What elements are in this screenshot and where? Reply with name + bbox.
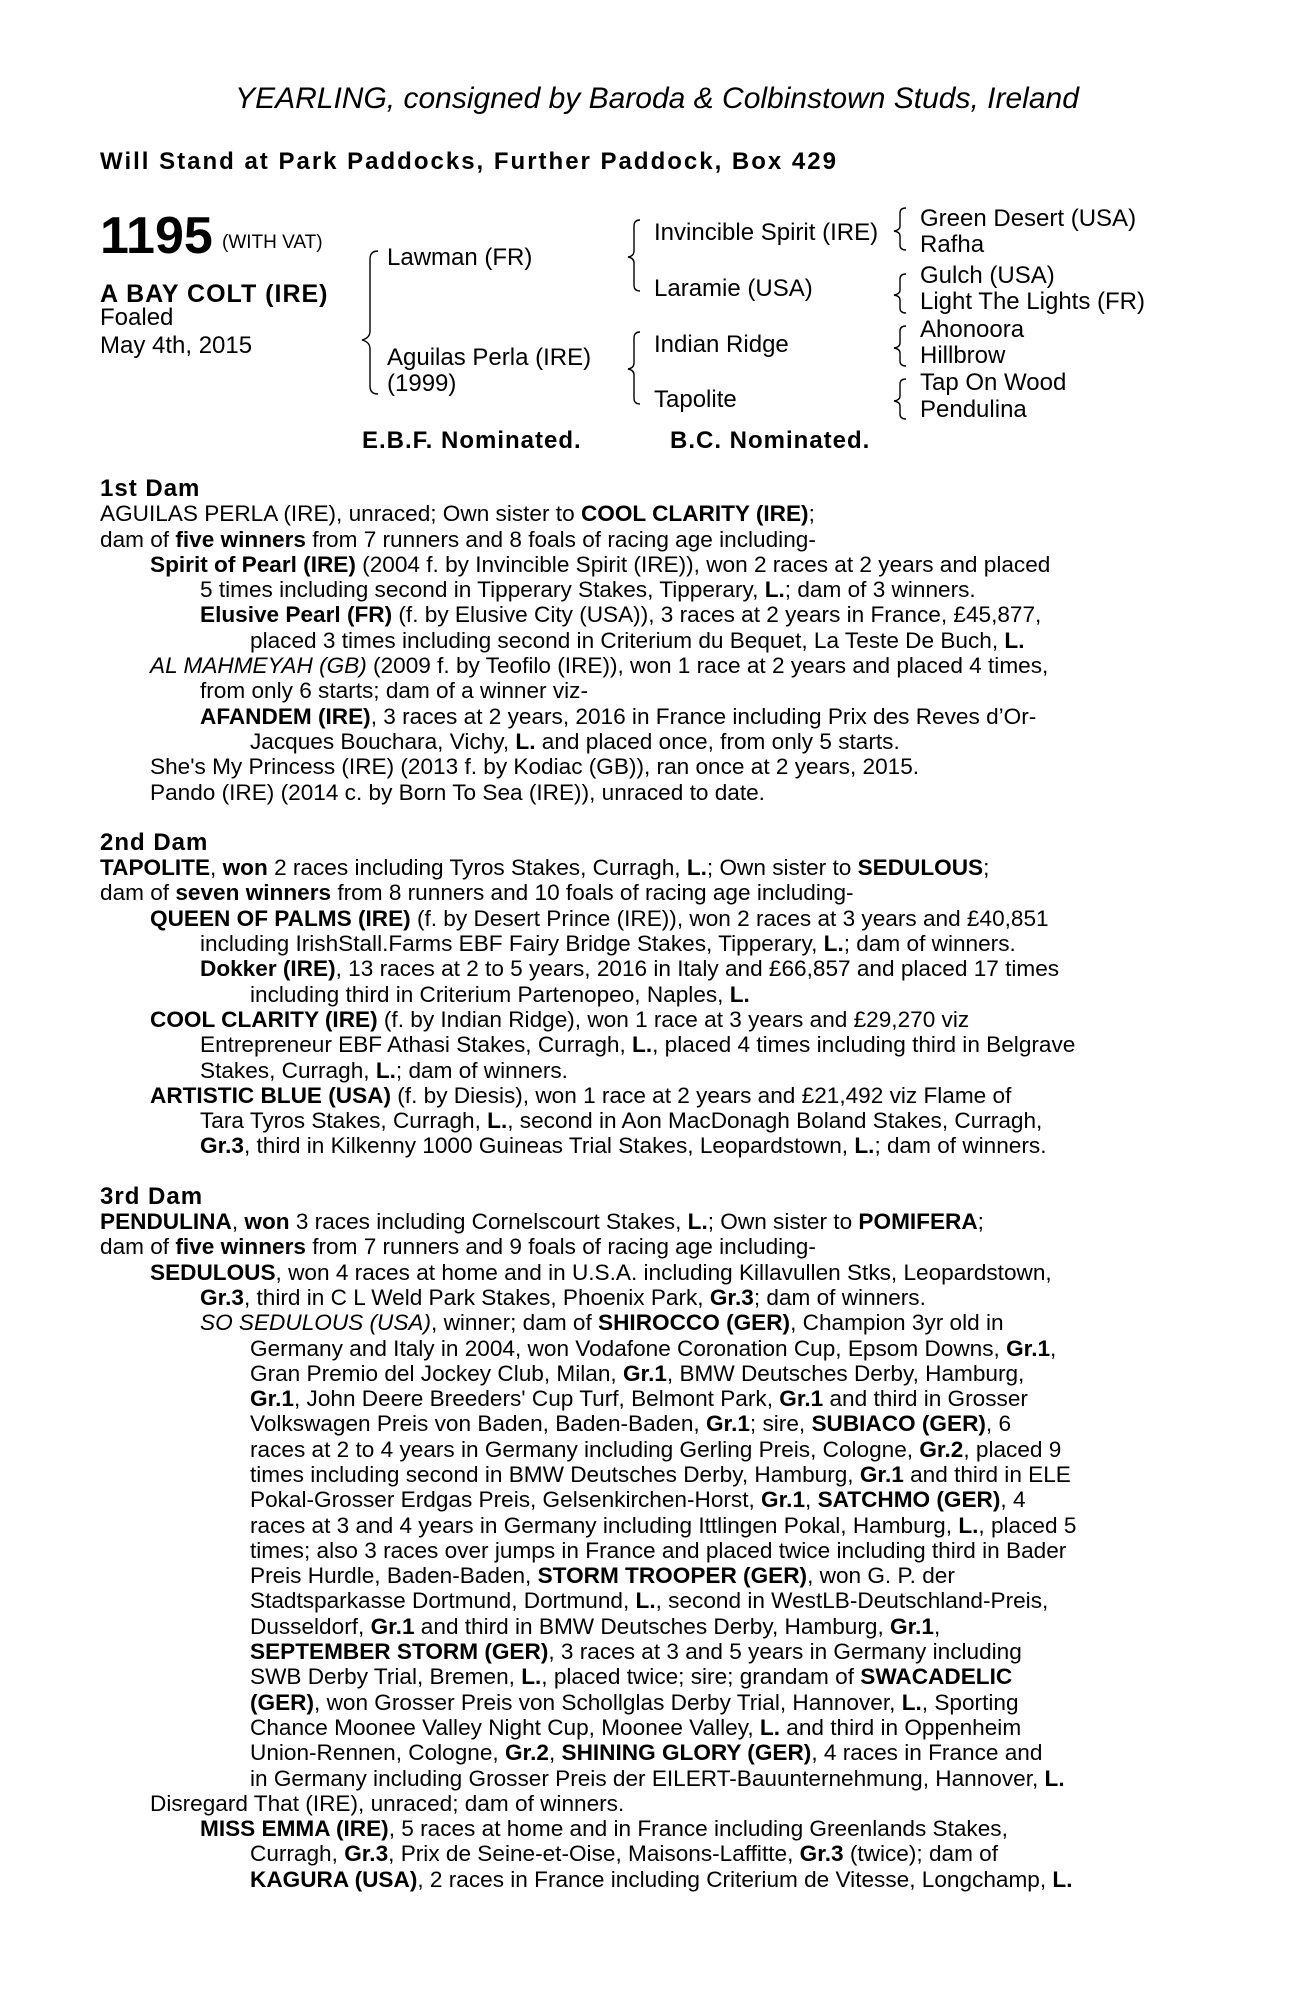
ebf-nomination: E.B.F. Nominated. xyxy=(362,427,582,454)
gg-3: Gulch (USA) xyxy=(920,262,1055,289)
third-dam-line: MISS EMMA (IRE), 5 races at home and in France including Greenlands Stakes, xyxy=(200,1816,1008,1842)
second-dam-line: Stakes, Curragh, L.; dam of winners. xyxy=(200,1057,568,1083)
dam-name: Aguilas Perla (IRE) xyxy=(387,344,592,371)
second-dam-line: QUEEN OF PALMS (IRE) (f. by Desert Prince (IRE)), won 2 races at 3 years and £40,851 xyxy=(150,905,1049,931)
third-dam-line: Disregard That (IRE), unraced; dam of winners. xyxy=(150,1790,625,1816)
first-dam-line: placed 3 times including second in Criterium du Bequet, La Teste De Buch, L. xyxy=(250,627,1025,653)
first-dam-line: Elusive Pearl (FR) (f. by Elusive City (USA)), 3 races at 2 years in France, £45,877, xyxy=(200,602,1042,628)
third-dam-line: Union-Rennen, Cologne, Gr.2, SHINING GLORY (GER), 4 races in France and xyxy=(250,1740,1043,1766)
third-dam-line: SWB Derby Trial, Bremen, L., placed twice; sire; grandam of SWACADELIC xyxy=(250,1664,1013,1690)
third-dam-line: Chance Moonee Valley Night Cup, Moonee Valley, L. and third in Oppenheim xyxy=(250,1714,1022,1740)
third-dam-line: times; also 3 races over jumps in France and placed twice including third in Bader xyxy=(250,1537,1067,1563)
third-dam-line: dam of five winners from 7 runners and 9 foals of racing age including- xyxy=(100,1234,816,1260)
third-dam-line: Dusseldorf, Gr.1 and third in BMW Deutsches Derby, Hamburg, Gr.1, xyxy=(250,1613,941,1639)
gg-4: Light The Lights (FR) xyxy=(920,288,1145,315)
third-dam-line: SEPTEMBER STORM (GER), 3 races at 3 and 5 years in Germany including xyxy=(250,1639,1022,1665)
second-dam-line: Tara Tyros Stakes, Curragh, L., second in Aon MacDonagh Boland Stakes, Curragh, xyxy=(200,1108,1043,1134)
third-dam-line: in Germany including Grosser Preis der EILERT-Bauunternehmung, Hannover, L. xyxy=(250,1765,1065,1791)
third-dam-heading: 3rd Dam xyxy=(100,1182,204,1210)
foaled-date: May 4th, 2015 xyxy=(100,332,253,359)
vat-note: (WITH VAT) xyxy=(222,232,323,253)
third-dam-line: Preis Hurdle, Baden-Baden, STORM TROOPER (GER), won G. P. der xyxy=(250,1563,955,1589)
second-dam-line: TAPOLITE, won 2 races including Tyros Stakes, Curragh, L.; Own sister to SEDULOUS; xyxy=(100,855,990,881)
first-dam-line: She's My Princess (IRE) (2013 f. by Kodiac (GB)), ran once at 2 years, 2015. xyxy=(150,754,920,780)
catalogue-body xyxy=(100,476,1195,1892)
gg-6: Hillbrow xyxy=(920,342,1006,369)
sire-sire: Invincible Spirit (IRE) xyxy=(654,219,879,246)
second-dam-line: ARTISTIC BLUE (USA) (f. by Diesis), won 1 race at 2 years and £21,492 viz Flame of xyxy=(150,1082,1012,1108)
third-dam-line: Pokal-Grosser Erdgas Preis, Gelsenkirchen-Horst, Gr.1, SATCHMO (GER), 4 xyxy=(250,1487,1026,1513)
first-dam-line: Jacques Bouchara, Vichy, L. and placed once, from only 5 starts. xyxy=(250,728,900,754)
sire-dam: Laramie (USA) xyxy=(654,275,813,302)
third-dam-line: PENDULINA, won 3 races including Cornelscourt Stakes, L.; Own sister to POMIFERA; xyxy=(100,1209,984,1235)
third-dam-line: Stadtsparkasse Dortmund, Dortmund, L., second in WestLB-Deutschland-Preis, xyxy=(250,1588,1049,1614)
third-dam-line: SEDULOUS, won 4 races at home and in U.S.A. including Killavullen Stks, Leopardstown, xyxy=(150,1259,1052,1285)
first-dam-line: AGUILAS PERLA (IRE), unraced; Own sister to COOL CLARITY (IRE); xyxy=(100,501,815,527)
first-dam-line: AFANDEM (IRE), 3 races at 2 years, 2016 in France including Prix des Reves d’Or- xyxy=(200,703,1037,729)
gg-8: Pendulina xyxy=(920,396,1027,423)
foaled-label: Foaled xyxy=(100,304,174,331)
first-dam-line: dam of five winners from 7 runners and 8 foals of racing age including- xyxy=(100,526,816,552)
third-dam-line: Curragh, Gr.3, Prix de Seine-et-Oise, Maisons-Laffitte, Gr.3 (twice); dam of xyxy=(250,1841,999,1867)
bc-nomination: B.C. Nominated. xyxy=(670,427,871,454)
stand-location: Will Stand at Park Paddocks, Further Paddock, Box 429 xyxy=(100,148,838,175)
third-dam-line: Gr.1, John Deere Breeders' Cup Turf, Belmont Park, Gr.1 and third in Grosser xyxy=(250,1386,1028,1412)
first-dam-heading: 1st Dam xyxy=(100,475,201,502)
second-dam-line: Gr.3, third in Kilkenny 1000 Guineas Trial Stakes, Leopardstown, L.; dam of winners. xyxy=(200,1133,1047,1159)
sire-name: Lawman (FR) xyxy=(387,244,533,271)
third-dam-line: KAGURA (USA), 2 races in France including Criterium de Vitesse, Longchamp, L. xyxy=(250,1866,1073,1892)
gg-2: Rafha xyxy=(920,231,985,258)
second-dam-line: Entrepreneur EBF Athasi Stakes, Curragh, L., placed 4 times including third in Belgrave xyxy=(200,1032,1076,1058)
second-dam-line: including IrishStall.Farms EBF Fairy Bridge Stakes, Tipperary, L.; dam of winners. xyxy=(200,931,1016,957)
third-dam-line: (GER), won Grosser Preis von Schollglas Derby Trial, Hannover, L., Sporting xyxy=(250,1689,1019,1715)
third-dam-line: times including second in BMW Deutsches Derby, Hamburg, Gr.1 and third in ELE xyxy=(250,1461,1071,1487)
second-dam-line: dam of seven winners from 8 runners and 10 foals of racing age including- xyxy=(100,880,854,906)
dam-dam: Tapolite xyxy=(654,386,737,413)
dam-sire: Indian Ridge xyxy=(654,331,789,358)
third-dam-line: Gran Premio del Jockey Club, Milan, Gr.1, BMW Deutsches Derby, Hamburg, xyxy=(250,1360,1025,1386)
second-dam-line: including third in Criterium Partenopeo, Naples, L. xyxy=(250,981,750,1007)
gg-5: Ahonoora xyxy=(920,316,1025,343)
first-dam-line: from only 6 starts; dam of a winner viz- xyxy=(200,678,588,704)
lot-description: A BAY COLT (IRE) xyxy=(100,280,329,308)
third-dam-line: Germany and Italy in 2004, won Vodafone Coronation Cup, Epsom Downs, Gr.1, xyxy=(250,1335,1057,1361)
second-dam-line: Dokker (IRE), 13 races at 2 to 5 years, 2016 in Italy and £66,857 and placed 17 times xyxy=(200,956,1060,982)
first-dam-line: Pando (IRE) (2014 c. by Born To Sea (IRE)), unraced to date. xyxy=(150,779,765,805)
dam-year: (1999) xyxy=(387,370,457,397)
first-dam-line: Spirit of Pearl (IRE) (2004 f. by Invincible Spirit (IRE)), won 2 races at 2 years and placed xyxy=(150,551,1051,577)
consignment-line: YEARLING, consigned by Baroda & Colbinstown Studs, Ireland xyxy=(235,82,1079,115)
lot-number: 1195 xyxy=(100,207,213,265)
third-dam-line: races at 3 and 4 years in Germany including Ittlingen Pokal, Hamburg, L., placed 5 xyxy=(250,1512,1077,1538)
second-dam-line: COOL CLARITY (IRE) (f. by Indian Ridge), won 1 race at 3 years and £29,270 viz xyxy=(150,1006,970,1032)
third-dam-line: Gr.3, third in C L Weld Park Stakes, Phoenix Park, Gr.3; dam of winners. xyxy=(200,1284,926,1310)
first-dam-line: 5 times including second in Tipperary Stakes, Tipperary, L.; dam of 3 winners. xyxy=(200,577,976,603)
third-dam-line: Volkswagen Preis von Baden, Baden-Baden, Gr.1; sire, SUBIACO (GER), 6 xyxy=(250,1411,1012,1437)
first-dam-line: AL MAHMEYAH (GB) (2009 f. by Teofilo (IRE)), won 1 race at 2 years and placed 4 times, xyxy=(150,653,1049,679)
third-dam-line: SO SEDULOUS (USA), winner; dam of SHIROCCO (GER), Champion 3yr old in xyxy=(200,1310,1004,1336)
gg-7: Tap On Wood xyxy=(920,369,1067,396)
gg-1: Green Desert (USA) xyxy=(920,205,1137,232)
third-dam-line: races at 2 to 4 years in Germany including Gerling Preis, Cologne, Gr.2, placed 9 xyxy=(250,1436,1062,1462)
second-dam-heading: 2nd Dam xyxy=(100,828,209,856)
